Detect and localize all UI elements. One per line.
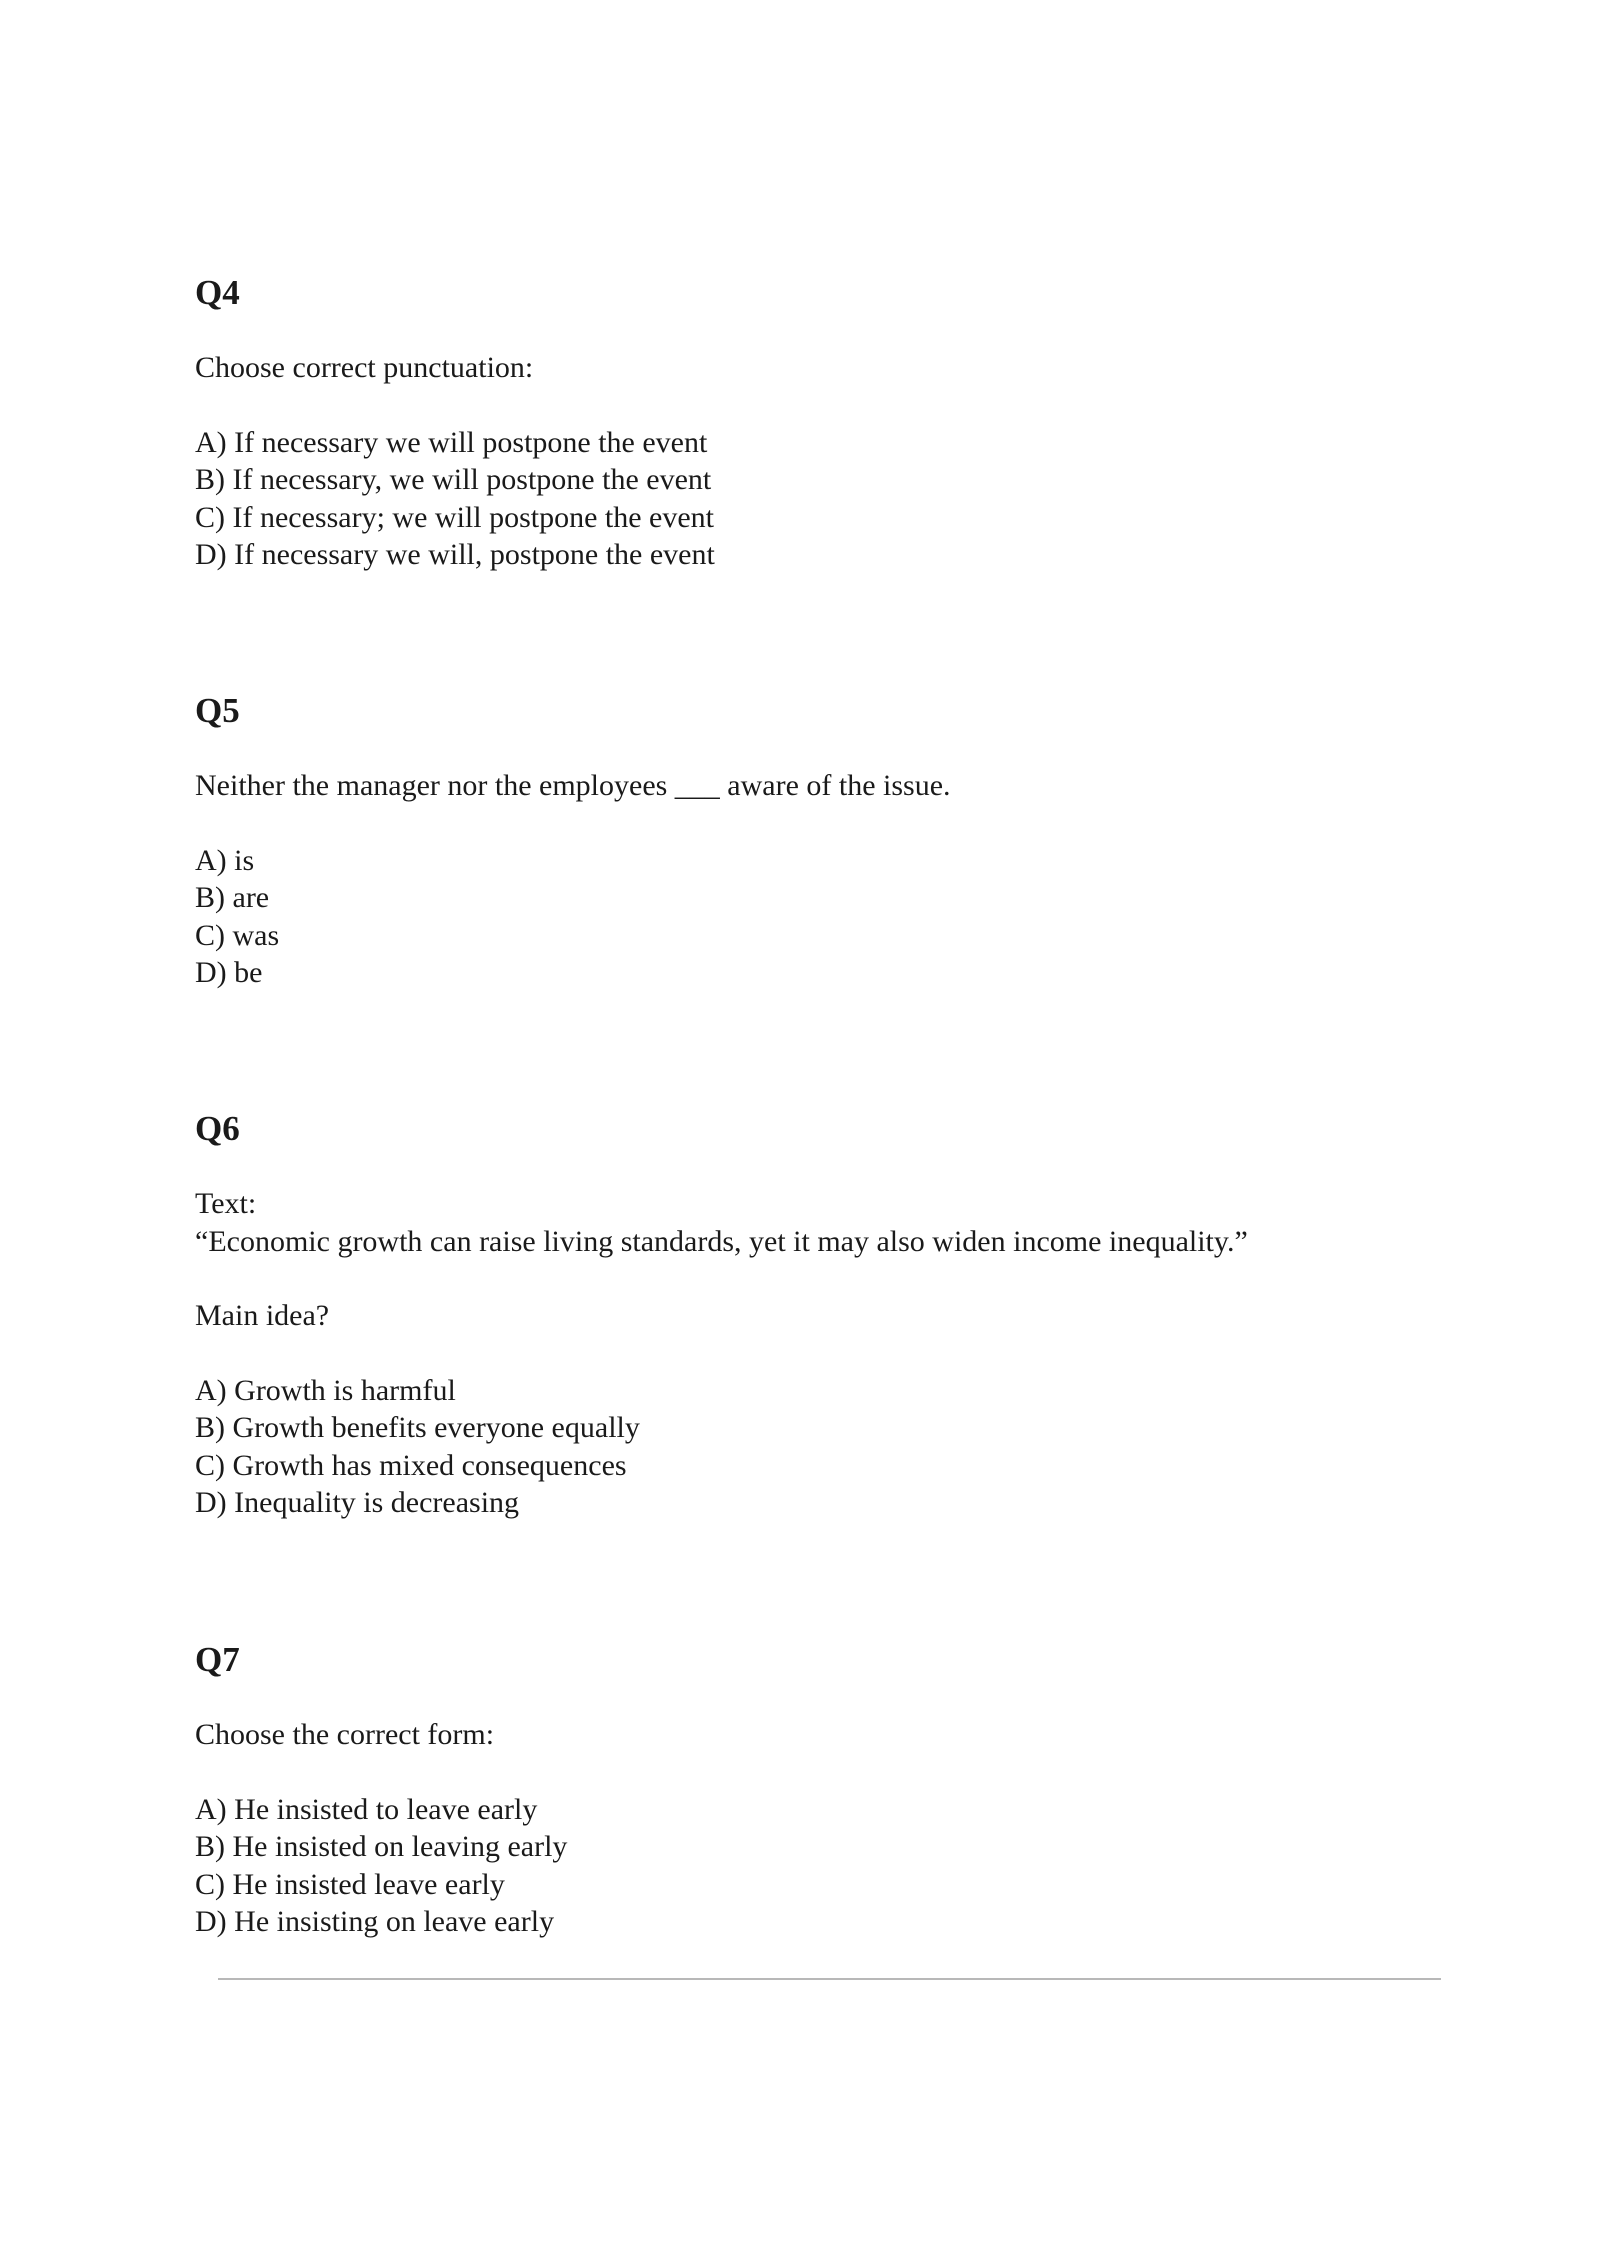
question-q4 (195, 273, 1445, 574)
question-q6 (195, 1109, 1445, 1522)
option-c: C) If necessary; we will postpone the event (195, 500, 715, 534)
option-a: A) He insisted to leave early (195, 1792, 538, 1826)
option-d: D) He insisting on leave early (195, 1905, 555, 1938)
option-b: B) Growth benefits everyone equally (195, 1411, 640, 1444)
question-title: Q5 (195, 691, 240, 730)
option-b: B) If necessary, we will postpone the event (195, 463, 712, 496)
option-d: D) If necessary we will, postpone the event (195, 538, 715, 571)
question-q5 (195, 691, 1445, 992)
option-list (195, 1791, 1445, 1941)
option-list (195, 1372, 1445, 1522)
question-quote: “Economic growth can raise living standards, yet it may also widen income inequality.” (195, 1224, 1248, 1258)
question-subprompt: Main idea? (195, 1299, 330, 1332)
option-list (195, 424, 1445, 574)
footer-divider (218, 1978, 1441, 1980)
option-b: B) are (195, 881, 270, 914)
option-d: D) be (195, 956, 263, 989)
option-c: C) was (195, 918, 280, 952)
question-title: Q6 (195, 1109, 240, 1148)
question-title: Q7 (195, 1640, 240, 1679)
option-c: C) Growth has mixed consequences (195, 1448, 627, 1482)
question-text-label: Text: (195, 1187, 257, 1220)
option-d: D) Inequality is decreasing (195, 1486, 520, 1519)
question-prompt: Choose the correct form: (195, 1718, 495, 1751)
option-a: A) Growth is harmful (195, 1373, 456, 1407)
option-a: A) If necessary we will postpone the event (195, 425, 708, 459)
question-prompt: Neither the manager nor the employees ___ aware of the issue. (195, 769, 951, 802)
option-a: A) is (195, 843, 255, 877)
option-b: B) He insisted on leaving early (195, 1830, 568, 1863)
option-c: C) He insisted leave early (195, 1867, 505, 1901)
option-list (195, 842, 1445, 992)
question-title: Q4 (195, 273, 240, 312)
question-q7 (195, 1640, 1445, 1941)
question-prompt: Choose correct punctuation: (195, 351, 534, 384)
